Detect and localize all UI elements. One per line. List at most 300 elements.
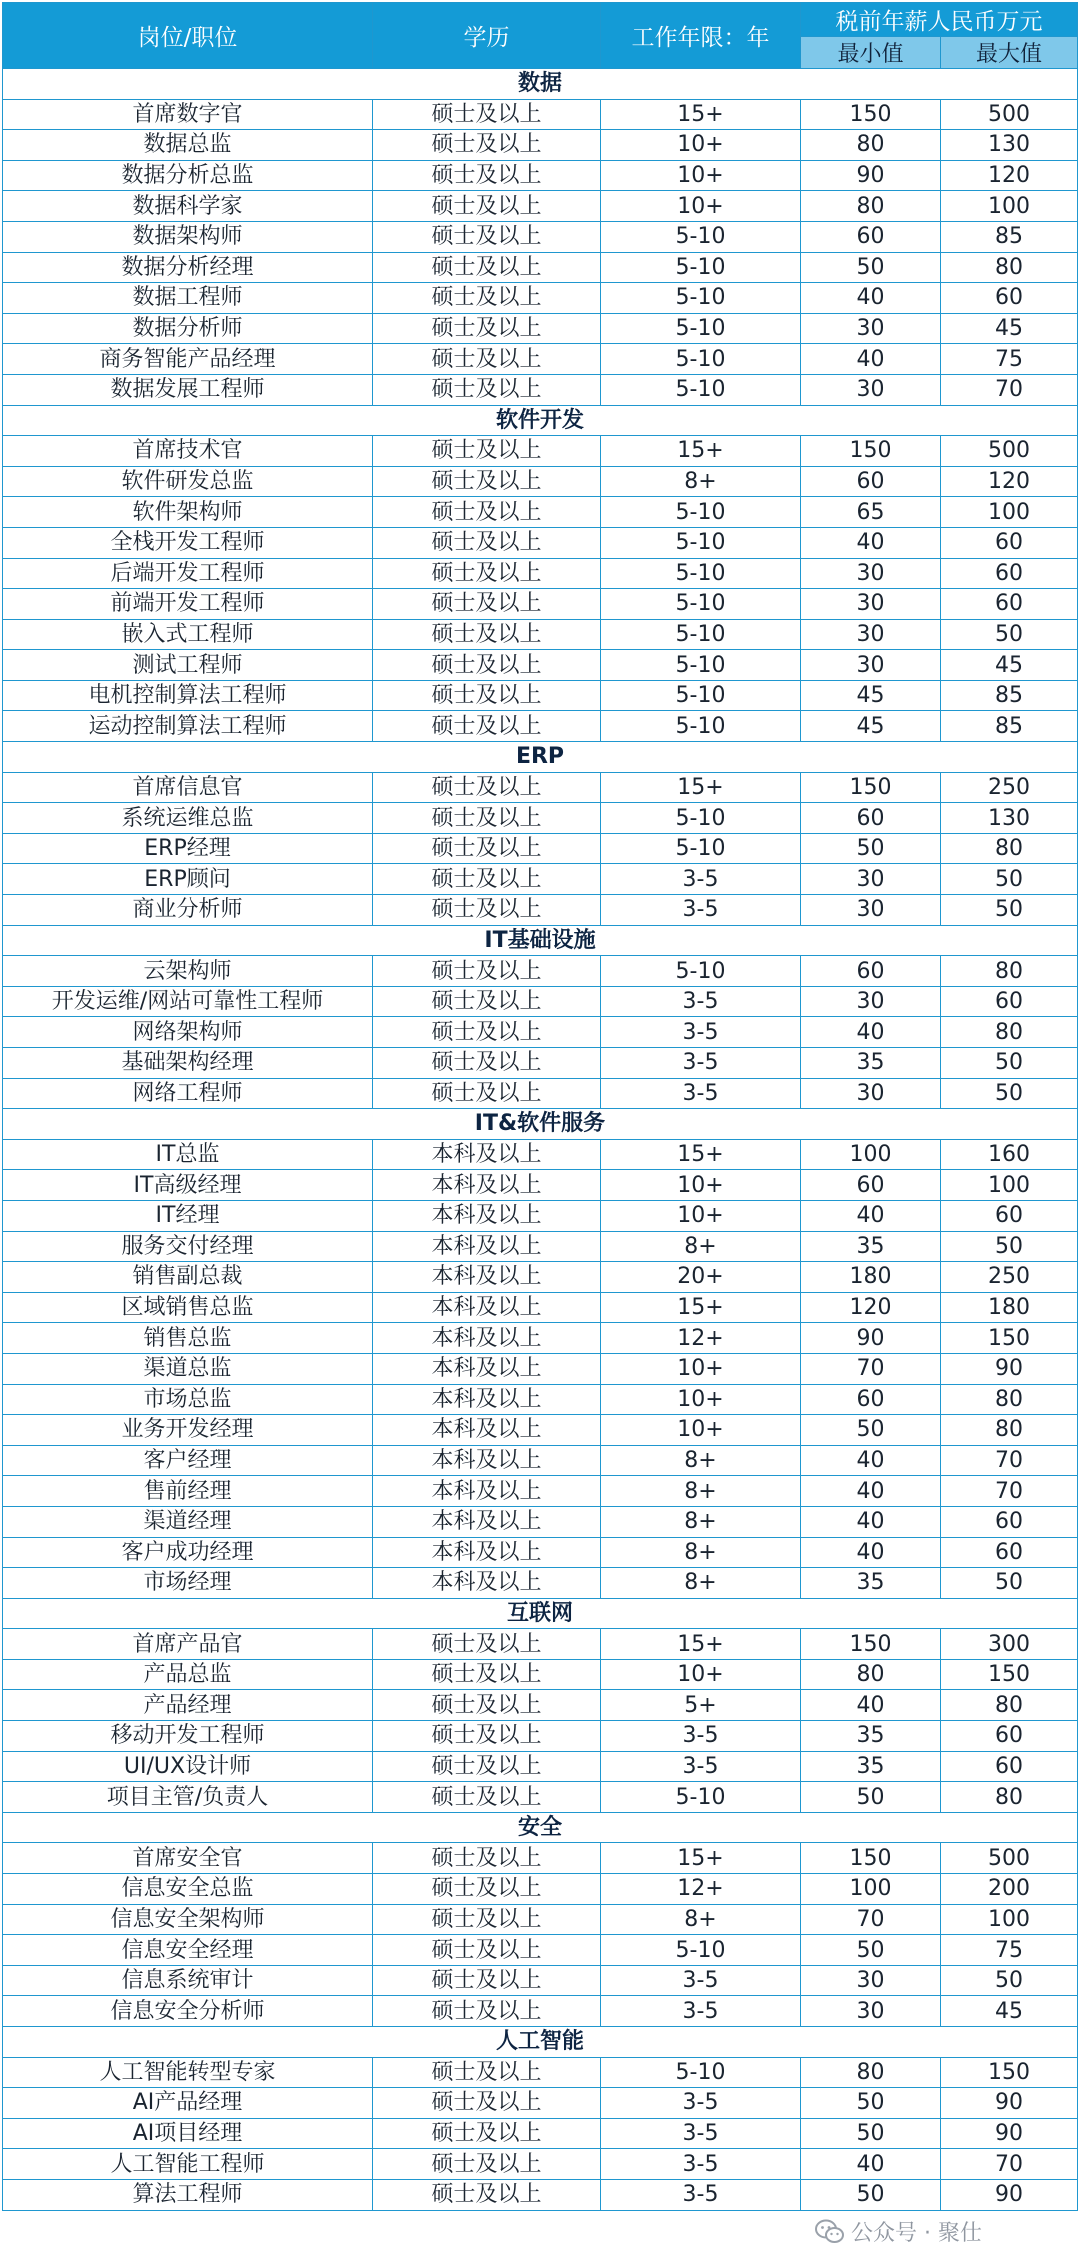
salary-max-cell: 80	[941, 1384, 1078, 1415]
table-row	[3, 619, 1078, 650]
salary-min-cell: 30	[801, 558, 941, 589]
salary-min-cell: 45	[801, 711, 941, 742]
position-cell: 项目主管/负责人	[3, 1782, 373, 1813]
education-cell: 本科及以上	[373, 1476, 601, 1507]
table-row	[3, 527, 1078, 558]
years-cell: 3-5	[601, 1017, 801, 1048]
header-salary: 税前年薪人民币万元	[801, 3, 1078, 37]
category-row	[3, 405, 1078, 436]
position-cell: 信息系统审计	[3, 1965, 373, 1996]
position-cell: AI产品经理	[3, 2088, 373, 2119]
salary-min-cell: 30	[801, 374, 941, 405]
category-label: 人工智能	[3, 2027, 1078, 2058]
education-cell: 硕士及以上	[373, 2149, 601, 2180]
salary-max-cell: 300	[941, 1629, 1078, 1660]
salary-max-cell: 70	[941, 1445, 1078, 1476]
salary-max-cell: 150	[941, 1323, 1078, 1354]
position-cell: 数据架构师	[3, 221, 373, 252]
years-cell: 3-5	[601, 1048, 801, 1079]
position-cell: 软件架构师	[3, 497, 373, 528]
years-cell: 15+	[601, 1139, 801, 1170]
position-cell: 产品总监	[3, 1659, 373, 1690]
table-row	[3, 313, 1078, 344]
education-cell: 本科及以上	[373, 1262, 601, 1293]
years-cell: 3-5	[601, 1996, 801, 2027]
salary-max-cell: 45	[941, 650, 1078, 681]
years-cell: 5-10	[601, 313, 801, 344]
salary-min-cell: 65	[801, 497, 941, 528]
years-cell: 5-10	[601, 1782, 801, 1813]
position-cell: 首席安全官	[3, 1843, 373, 1874]
category-label: ERP	[3, 742, 1078, 773]
position-cell: 人工智能工程师	[3, 2149, 373, 2180]
position-cell: 测试工程师	[3, 650, 373, 681]
education-cell: 硕士及以上	[373, 833, 601, 864]
position-cell: AI项目经理	[3, 2118, 373, 2149]
position-cell: 渠道总监	[3, 1353, 373, 1384]
position-cell: 移动开发工程师	[3, 1721, 373, 1752]
salary-min-cell: 40	[801, 1445, 941, 1476]
salary-max-cell: 60	[941, 527, 1078, 558]
header-years: 工作年限：年	[601, 3, 801, 69]
years-cell: 5-10	[601, 283, 801, 314]
education-cell: 硕士及以上	[373, 466, 601, 497]
salary-max-cell: 100	[941, 497, 1078, 528]
years-cell: 8+	[601, 1568, 801, 1599]
position-cell: 数据发展工程师	[3, 374, 373, 405]
education-cell: 硕士及以上	[373, 130, 601, 161]
watermark-text: 公众号 · 聚仕	[851, 2221, 982, 2246]
salary-max-cell: 500	[941, 436, 1078, 467]
education-cell: 本科及以上	[373, 1568, 601, 1599]
salary-max-cell: 75	[941, 344, 1078, 375]
category-row	[3, 1812, 1078, 1843]
salary-max-cell: 160	[941, 1139, 1078, 1170]
education-cell: 硕士及以上	[373, 619, 601, 650]
salary-min-cell: 35	[801, 1751, 941, 1782]
salary-min-cell: 35	[801, 1721, 941, 1752]
education-cell: 硕士及以上	[373, 344, 601, 375]
table-row	[3, 1721, 1078, 1752]
position-cell: 前端开发工程师	[3, 589, 373, 620]
education-cell: 本科及以上	[373, 1231, 601, 1262]
education-cell: 硕士及以上	[373, 160, 601, 191]
salary-max-cell: 90	[941, 1353, 1078, 1384]
position-cell: IT高级经理	[3, 1170, 373, 1201]
table-row	[3, 956, 1078, 987]
salary-min-cell: 100	[801, 1139, 941, 1170]
position-cell: 网络架构师	[3, 1017, 373, 1048]
salary-max-cell: 60	[941, 986, 1078, 1017]
table-row	[3, 1323, 1078, 1354]
salary-max-cell: 80	[941, 1782, 1078, 1813]
years-cell: 8+	[601, 1904, 801, 1935]
salary-max-cell: 50	[941, 1568, 1078, 1599]
salary-min-cell: 60	[801, 1384, 941, 1415]
category-row	[3, 2027, 1078, 2058]
years-cell: 8+	[601, 1231, 801, 1262]
salary-min-cell: 150	[801, 1629, 941, 1660]
salary-max-cell: 60	[941, 283, 1078, 314]
salary-min-cell: 150	[801, 1843, 941, 1874]
education-cell: 硕士及以上	[373, 1843, 601, 1874]
position-cell: 人工智能转型专家	[3, 2057, 373, 2088]
years-cell: 5-10	[601, 527, 801, 558]
salary-max-cell: 60	[941, 1537, 1078, 1568]
years-cell: 5-10	[601, 252, 801, 283]
position-cell: 销售副总裁	[3, 1262, 373, 1293]
salary-max-cell: 80	[941, 1017, 1078, 1048]
salary-max-cell: 250	[941, 772, 1078, 803]
position-cell: 客户经理	[3, 1445, 373, 1476]
table-row	[3, 1996, 1078, 2027]
table-row	[3, 1170, 1078, 1201]
table-row	[3, 1476, 1078, 1507]
salary-max-cell: 85	[941, 221, 1078, 252]
education-cell: 硕士及以上	[373, 191, 601, 222]
education-cell: 硕士及以上	[373, 1874, 601, 1905]
salary-max-cell: 90	[941, 2118, 1078, 2149]
salary-max-cell: 70	[941, 1476, 1078, 1507]
salary-min-cell: 50	[801, 1935, 941, 1966]
table-row	[3, 1965, 1078, 1996]
salary-max-cell: 90	[941, 2088, 1078, 2119]
table-row	[3, 1629, 1078, 1660]
salary-min-cell: 60	[801, 956, 941, 987]
salary-min-cell: 50	[801, 1782, 941, 1813]
salary-max-cell: 100	[941, 1904, 1078, 1935]
education-cell: 硕士及以上	[373, 527, 601, 558]
table-row	[3, 344, 1078, 375]
table-row	[3, 772, 1078, 803]
table-row	[3, 1017, 1078, 1048]
table-row	[3, 680, 1078, 711]
salary-min-cell: 35	[801, 1568, 941, 1599]
salary-min-cell: 50	[801, 252, 941, 283]
years-cell: 5-10	[601, 711, 801, 742]
salary-min-cell: 30	[801, 619, 941, 650]
salary-max-cell: 80	[941, 833, 1078, 864]
years-cell: 15+	[601, 99, 801, 130]
wechat-icon	[815, 2219, 845, 2245]
position-cell: 首席技术官	[3, 436, 373, 467]
salary-max-cell: 100	[941, 191, 1078, 222]
position-cell: 渠道经理	[3, 1506, 373, 1537]
education-cell: 硕士及以上	[373, 2088, 601, 2119]
position-cell: 数据分析经理	[3, 252, 373, 283]
salary-max-cell: 60	[941, 1200, 1078, 1231]
table-row	[3, 895, 1078, 926]
years-cell: 3-5	[601, 2179, 801, 2210]
salary-max-cell: 60	[941, 1721, 1078, 1752]
years-cell: 5-10	[601, 2057, 801, 2088]
years-cell: 8+	[601, 466, 801, 497]
salary-min-cell: 30	[801, 650, 941, 681]
salary-min-cell: 40	[801, 344, 941, 375]
position-cell: 数据分析总监	[3, 160, 373, 191]
table-row	[3, 1935, 1078, 1966]
table-header	[3, 3, 1078, 69]
education-cell: 硕士及以上	[373, 1078, 601, 1109]
category-label: IT基础设施	[3, 925, 1078, 956]
salary-max-cell: 120	[941, 160, 1078, 191]
salary-min-cell: 90	[801, 160, 941, 191]
education-cell: 硕士及以上	[373, 436, 601, 467]
table-body	[3, 69, 1078, 2211]
education-cell: 硕士及以上	[373, 1659, 601, 1690]
salary-min-cell: 150	[801, 436, 941, 467]
years-cell: 10+	[601, 160, 801, 191]
salary-max-cell: 180	[941, 1292, 1078, 1323]
years-cell: 15+	[601, 1629, 801, 1660]
category-row	[3, 1109, 1078, 1140]
education-cell: 硕士及以上	[373, 99, 601, 130]
education-cell: 本科及以上	[373, 1445, 601, 1476]
education-cell: 硕士及以上	[373, 1935, 601, 1966]
salary-max-cell: 60	[941, 589, 1078, 620]
table-row	[3, 1659, 1078, 1690]
position-cell: 嵌入式工程师	[3, 619, 373, 650]
position-cell: 数据科学家	[3, 191, 373, 222]
salary-max-cell: 45	[941, 313, 1078, 344]
years-cell: 3-5	[601, 1751, 801, 1782]
education-cell: 本科及以上	[373, 1415, 601, 1446]
salary-table	[2, 2, 1078, 2211]
salary-max-cell: 130	[941, 803, 1078, 834]
salary-max-cell: 50	[941, 1078, 1078, 1109]
table-row	[3, 1690, 1078, 1721]
salary-min-cell: 35	[801, 1231, 941, 1262]
position-cell: 数据分析师	[3, 313, 373, 344]
education-cell: 硕士及以上	[373, 497, 601, 528]
table-row	[3, 1506, 1078, 1537]
salary-max-cell: 80	[941, 956, 1078, 987]
position-cell: 销售总监	[3, 1323, 373, 1354]
salary-min-cell: 50	[801, 1415, 941, 1446]
education-cell: 硕士及以上	[373, 1721, 601, 1752]
position-cell: 首席产品官	[3, 1629, 373, 1660]
table-row	[3, 1292, 1078, 1323]
education-cell: 硕士及以上	[373, 864, 601, 895]
salary-min-cell: 40	[801, 1537, 941, 1568]
education-cell: 硕士及以上	[373, 2057, 601, 2088]
education-cell: 硕士及以上	[373, 374, 601, 405]
education-cell: 本科及以上	[373, 1506, 601, 1537]
salary-min-cell: 30	[801, 1996, 941, 2027]
education-cell: 本科及以上	[373, 1537, 601, 1568]
table-row	[3, 130, 1078, 161]
education-cell: 硕士及以上	[373, 1782, 601, 1813]
salary-max-cell: 130	[941, 130, 1078, 161]
position-cell: 基础架构经理	[3, 1048, 373, 1079]
education-cell: 硕士及以上	[373, 1904, 601, 1935]
category-label: 安全	[3, 1812, 1078, 1843]
years-cell: 3-5	[601, 986, 801, 1017]
position-cell: 产品经理	[3, 1690, 373, 1721]
education-cell: 硕士及以上	[373, 650, 601, 681]
table-row	[3, 650, 1078, 681]
salary-min-cell: 150	[801, 99, 941, 130]
header-min: 最小值	[801, 37, 941, 69]
years-cell: 5-10	[601, 589, 801, 620]
category-row	[3, 925, 1078, 956]
position-cell: 业务开发经理	[3, 1415, 373, 1446]
years-cell: 3-5	[601, 1721, 801, 1752]
salary-min-cell: 40	[801, 1506, 941, 1537]
table-row	[3, 2057, 1078, 2088]
category-row	[3, 1598, 1078, 1629]
table-row	[3, 589, 1078, 620]
education-cell: 硕士及以上	[373, 283, 601, 314]
years-cell: 15+	[601, 772, 801, 803]
years-cell: 3-5	[601, 864, 801, 895]
category-label: 软件开发	[3, 405, 1078, 436]
salary-min-cell: 50	[801, 2179, 941, 2210]
table-row	[3, 436, 1078, 467]
years-cell: 3-5	[601, 2118, 801, 2149]
education-cell: 硕士及以上	[373, 680, 601, 711]
salary-max-cell: 85	[941, 711, 1078, 742]
salary-min-cell: 50	[801, 833, 941, 864]
education-cell: 本科及以上	[373, 1353, 601, 1384]
category-row	[3, 742, 1078, 773]
position-cell: 软件研发总监	[3, 466, 373, 497]
table-row	[3, 1415, 1078, 1446]
salary-min-cell: 80	[801, 1659, 941, 1690]
years-cell: 5-10	[601, 1935, 801, 1966]
table-row	[3, 1904, 1078, 1935]
position-cell: IT总监	[3, 1139, 373, 1170]
position-cell: UI/UX设计师	[3, 1751, 373, 1782]
table-row	[3, 1751, 1078, 1782]
salary-min-cell: 70	[801, 1904, 941, 1935]
education-cell: 硕士及以上	[373, 252, 601, 283]
salary-max-cell: 60	[941, 558, 1078, 589]
table-row	[3, 283, 1078, 314]
years-cell: 15+	[601, 1843, 801, 1874]
years-cell: 5-10	[601, 956, 801, 987]
salary-min-cell: 150	[801, 772, 941, 803]
salary-min-cell: 40	[801, 1690, 941, 1721]
salary-max-cell: 50	[941, 619, 1078, 650]
salary-max-cell: 500	[941, 1843, 1078, 1874]
position-cell: ERP经理	[3, 833, 373, 864]
years-cell: 10+	[601, 1353, 801, 1384]
years-cell: 5-10	[601, 619, 801, 650]
table-row	[3, 2118, 1078, 2149]
salary-min-cell: 50	[801, 2088, 941, 2119]
education-cell: 硕士及以上	[373, 2118, 601, 2149]
salary-max-cell: 80	[941, 1690, 1078, 1721]
education-cell: 硕士及以上	[373, 558, 601, 589]
table-row	[3, 191, 1078, 222]
position-cell: 客户成功经理	[3, 1537, 373, 1568]
table-row	[3, 1139, 1078, 1170]
education-cell: 硕士及以上	[373, 1690, 601, 1721]
table-row	[3, 2149, 1078, 2180]
salary-max-cell: 70	[941, 2149, 1078, 2180]
position-cell: 后端开发工程师	[3, 558, 373, 589]
table-row	[3, 374, 1078, 405]
salary-min-cell: 50	[801, 2118, 941, 2149]
salary-min-cell: 60	[801, 466, 941, 497]
salary-min-cell: 60	[801, 221, 941, 252]
salary-min-cell: 45	[801, 680, 941, 711]
table-row	[3, 221, 1078, 252]
salary-min-cell: 30	[801, 589, 941, 620]
position-cell: 服务交付经理	[3, 1231, 373, 1262]
education-cell: 本科及以上	[373, 1139, 601, 1170]
years-cell: 5-10	[601, 558, 801, 589]
table-row	[3, 1782, 1078, 1813]
salary-max-cell: 60	[941, 1751, 1078, 1782]
years-cell: 5-10	[601, 833, 801, 864]
education-cell: 硕士及以上	[373, 1751, 601, 1782]
salary-max-cell: 50	[941, 864, 1078, 895]
salary-max-cell: 50	[941, 1048, 1078, 1079]
salary-max-cell: 500	[941, 99, 1078, 130]
position-cell: ERP顾问	[3, 864, 373, 895]
years-cell: 10+	[601, 130, 801, 161]
years-cell: 10+	[601, 1415, 801, 1446]
header-max: 最大值	[941, 37, 1078, 69]
position-cell: 信息安全分析师	[3, 1996, 373, 2027]
salary-max-cell: 45	[941, 1996, 1078, 2027]
table-row	[3, 986, 1078, 1017]
years-cell: 3-5	[601, 2088, 801, 2119]
position-cell: 信息安全架构师	[3, 1904, 373, 1935]
salary-max-cell: 70	[941, 374, 1078, 405]
salary-max-cell: 120	[941, 466, 1078, 497]
position-cell: 云架构师	[3, 956, 373, 987]
table-row	[3, 1537, 1078, 1568]
position-cell: 算法工程师	[3, 2179, 373, 2210]
salary-max-cell: 50	[941, 1231, 1078, 1262]
education-cell: 硕士及以上	[373, 986, 601, 1017]
years-cell: 10+	[601, 191, 801, 222]
position-cell: 开发运维/网站可靠性工程师	[3, 986, 373, 1017]
salary-min-cell: 40	[801, 1476, 941, 1507]
years-cell: 5-10	[601, 803, 801, 834]
salary-max-cell: 60	[941, 1506, 1078, 1537]
table-row	[3, 1843, 1078, 1874]
table-row	[3, 1262, 1078, 1293]
salary-min-cell: 40	[801, 527, 941, 558]
category-label: IT&软件服务	[3, 1109, 1078, 1140]
years-cell: 12+	[601, 1323, 801, 1354]
salary-min-cell: 100	[801, 1874, 941, 1905]
salary-min-cell: 180	[801, 1262, 941, 1293]
salary-min-cell: 60	[801, 1170, 941, 1201]
position-cell: 系统运维总监	[3, 803, 373, 834]
education-cell: 硕士及以上	[373, 772, 601, 803]
position-cell: 运动控制算法工程师	[3, 711, 373, 742]
salary-min-cell: 80	[801, 2057, 941, 2088]
category-row	[3, 69, 1078, 100]
position-cell: 首席数字官	[3, 99, 373, 130]
table-row	[3, 1048, 1078, 1079]
salary-max-cell: 50	[941, 895, 1078, 926]
position-cell: 全栈开发工程师	[3, 527, 373, 558]
position-cell: 数据总监	[3, 130, 373, 161]
salary-min-cell: 35	[801, 1048, 941, 1079]
years-cell: 5-10	[601, 344, 801, 375]
salary-min-cell: 120	[801, 1292, 941, 1323]
years-cell: 10+	[601, 1170, 801, 1201]
table-row	[3, 497, 1078, 528]
years-cell: 3-5	[601, 895, 801, 926]
category-label: 数据	[3, 69, 1078, 100]
